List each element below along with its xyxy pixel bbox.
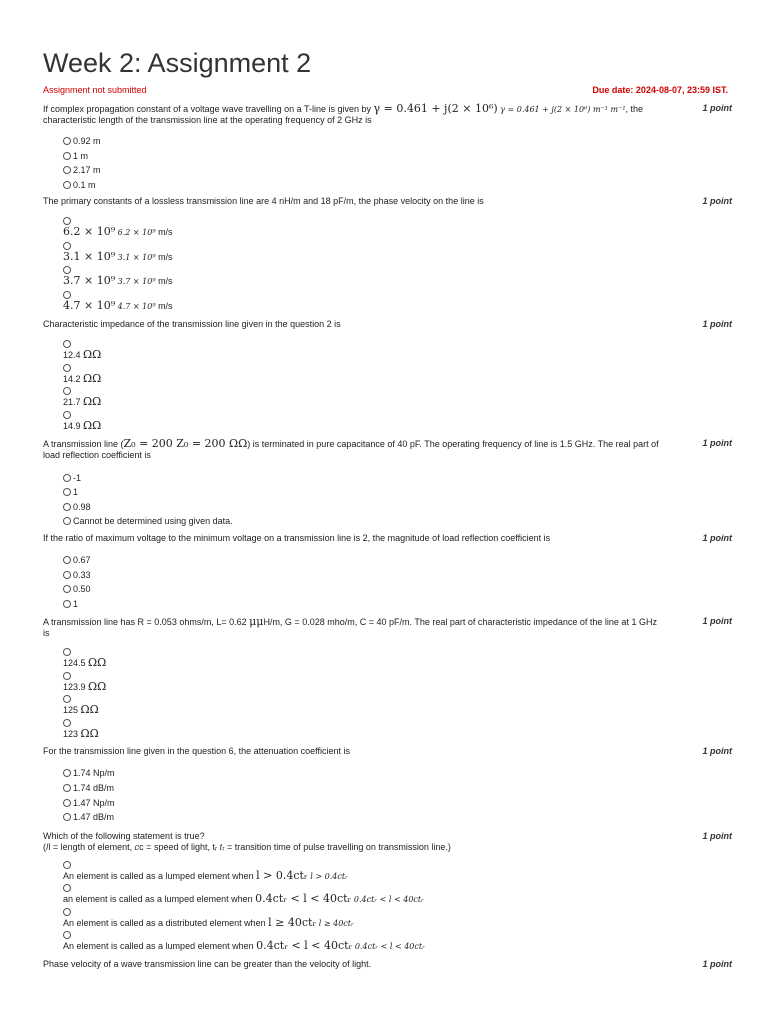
option-unit: ΩΩ: [80, 703, 99, 717]
question-8: [43, 831, 732, 853]
option[interactable]: [63, 582, 732, 597]
option-unit: ΩΩ: [88, 679, 107, 693]
option-label: 1: [73, 598, 79, 609]
question-points: 1 point: [702, 958, 732, 969]
option[interactable]: [63, 470, 732, 485]
option[interactable]: [63, 411, 732, 435]
option-unit: ΩΩ: [83, 371, 102, 385]
option-label: An element is called as a distributed element when: [63, 917, 266, 928]
option-value: 125: [63, 705, 79, 716]
option-label: Cannot be determined using given data.: [73, 516, 233, 527]
option[interactable]: [63, 291, 732, 316]
question-8-line-1: Which of the following statement is true?: [43, 830, 205, 841]
option-unit: ΩΩ: [88, 656, 107, 670]
option-math: l ≥ 40ctᵣ: [268, 915, 317, 929]
radio-button[interactable]: [63, 364, 71, 372]
option-value: 123: [63, 728, 79, 739]
option[interactable]: [63, 340, 732, 364]
option-label: 1.47 Np/m: [73, 797, 115, 808]
radio-button[interactable]: [63, 411, 71, 419]
option[interactable]: [63, 884, 732, 908]
option-math-alt: 3.7 × 10⁹: [117, 277, 156, 287]
question-points: 1 point: [702, 319, 732, 330]
due-date: Due date: 2024-08-07, 23:59 IST.: [592, 85, 728, 95]
option[interactable]: [63, 149, 732, 164]
option[interactable]: [63, 810, 732, 825]
question-4: [43, 438, 732, 461]
radio-button[interactable]: [63, 695, 71, 703]
question-points: 1 point: [702, 438, 732, 449]
option[interactable]: [63, 672, 732, 696]
option[interactable]: [63, 567, 732, 582]
radio-button[interactable]: [63, 931, 71, 939]
radio-button[interactable]: [63, 488, 71, 496]
option-unit: ΩΩ: [83, 418, 102, 432]
option-unit: m/s: [158, 251, 173, 262]
question-1-text-b: , the characteristic length of the transmission line at the operating frequency of 2 GHz is: [43, 104, 644, 125]
option[interactable]: [63, 908, 732, 932]
question-2-text: The primary constants of a lossless transmission line are 4 nH/m and 18 pF/m, the phase velocity on the line is: [43, 196, 484, 207]
option[interactable]: [63, 217, 732, 242]
option[interactable]: [63, 485, 732, 500]
option-value: 14.9: [63, 420, 81, 431]
radio-button[interactable]: [63, 908, 71, 916]
option-label: An element is called as a lumped element when: [63, 941, 254, 951]
option-label: 0.1 m: [73, 180, 96, 191]
question-7: [43, 746, 732, 757]
question-1: [43, 103, 732, 126]
question-9: [43, 959, 732, 970]
question-7-text: For the transmission line given in the question 6, the attenuation coefficient is: [43, 746, 351, 757]
radio-button[interactable]: [63, 585, 71, 593]
question-2-options: [63, 217, 732, 315]
option[interactable]: [63, 500, 732, 515]
question-5-options: [43, 553, 732, 611]
status-row: [43, 85, 732, 99]
radio-button[interactable]: [63, 181, 71, 189]
question-1-math-b: γ = 0.461 + j(2 × 10⁶) m⁻¹ m⁻¹: [500, 105, 626, 114]
option-value: 21.7: [63, 397, 81, 408]
radio-button[interactable]: [63, 571, 71, 579]
question-5-text: If the ratio of maximum voltage to the minimum voltage on a transmission line is 2, the magnitude of load reflection coefficient is: [43, 532, 551, 543]
radio-button[interactable]: [63, 166, 71, 174]
option-math: 3.1 × 10⁹: [63, 249, 116, 263]
radio-button[interactable]: [63, 340, 71, 348]
question-3: [43, 319, 732, 330]
radio-button[interactable]: [63, 291, 71, 299]
option-math-alt: 3.1 × 10⁹: [117, 252, 156, 262]
option-math-alt: 4.7 × 10⁹: [117, 301, 156, 311]
option-label: 0.50: [73, 584, 91, 595]
question-4-math: Z₀ = 200 Z₀ = 200 ΩΩ: [123, 437, 248, 451]
option-label: an element is called as a lumped element when: [63, 894, 253, 904]
question-6-text-a: A transmission line has R = 0.053 ohms/m, L= 0.62: [43, 617, 247, 628]
option-math: l > 0.4ctᵣ: [256, 868, 308, 882]
question-points: 1 point: [702, 830, 732, 841]
option[interactable]: [63, 766, 732, 781]
option-label: 0.67: [73, 555, 91, 566]
radio-button[interactable]: [63, 152, 71, 160]
option[interactable]: [63, 795, 732, 810]
question-points: 1 point: [702, 103, 732, 113]
radio-button[interactable]: [63, 813, 71, 821]
option[interactable]: [63, 242, 732, 267]
option-label: -1: [73, 472, 82, 483]
option[interactable]: [63, 597, 732, 612]
option-value: 12.4: [63, 350, 81, 361]
radio-button[interactable]: [63, 600, 71, 608]
option-label: 0.98: [73, 501, 91, 512]
question-6-options: [63, 648, 732, 742]
radio-button[interactable]: [63, 474, 71, 482]
question-3-text: Characteristic impedance of the transmission line given in the question 2 is: [43, 319, 341, 330]
radio-button[interactable]: [63, 503, 71, 511]
question-7-options: [43, 766, 732, 824]
radio-button[interactable]: [63, 884, 71, 892]
option-unit: m/s: [158, 276, 173, 287]
question-6-text-b: H/m, G = 0.028 mho/m, C = 40 pF/m. The real part of characteristic impedance of the line at 1 GHz is: [43, 617, 657, 639]
option-value: 14.2: [63, 373, 81, 384]
option-unit: ΩΩ: [83, 395, 102, 409]
radio-button[interactable]: [63, 266, 71, 274]
question-points: 1 point: [702, 616, 732, 627]
page-title: Week 2: Assignment 2: [43, 48, 312, 78]
option[interactable]: [63, 931, 732, 955]
option[interactable]: [63, 134, 732, 149]
option[interactable]: [63, 178, 732, 193]
option[interactable]: [63, 648, 732, 672]
radio-button[interactable]: [63, 648, 71, 656]
option-math-alt: 0.4ctᵣ < l < 40ctᵣ: [354, 942, 425, 951]
radio-button[interactable]: [63, 769, 71, 777]
question-6-text: [43, 616, 732, 639]
radio-button[interactable]: [63, 242, 71, 250]
option[interactable]: [63, 719, 732, 743]
question-points: 1 point: [702, 196, 732, 207]
question-points: 1 point: [702, 532, 732, 543]
radio-button[interactable]: [63, 861, 71, 869]
option[interactable]: [63, 387, 732, 411]
question-9-text: Phase velocity of a wave transmission line can be greater than the velocity of light.: [43, 958, 372, 969]
option[interactable]: [63, 364, 732, 388]
option-math-alt: 0.4ctᵣ < l < 40ctᵣ: [353, 895, 424, 904]
radio-button[interactable]: [63, 784, 71, 792]
question-4-text-a: A transmission line (: [43, 439, 124, 450]
question-6: [43, 616, 732, 639]
option[interactable]: [63, 163, 732, 178]
radio-button[interactable]: [63, 517, 71, 525]
radio-button[interactable]: [63, 137, 71, 145]
option[interactable]: [63, 514, 732, 529]
question-1-math-a: γ = 0.461 + j(2 × 10⁶): [373, 102, 498, 115]
option-math-alt: l ≥ 40ctᵣ: [318, 918, 354, 928]
option-label: 1 m: [73, 150, 89, 161]
option-math-alt: 6.2 × 10⁹: [117, 228, 156, 238]
question-2: [43, 196, 732, 207]
option-unit: ΩΩ: [83, 348, 102, 362]
question-4-text: [43, 438, 732, 461]
option-math: 3.7 × 10⁹: [63, 274, 116, 288]
question-8-line-2: (𝑙l = length of element, 𝑐c = speed of light, tᵣ 𝑡ᵣ = transition time of pulse travelling on transmission line.): [43, 841, 451, 852]
question-8-options: [63, 861, 732, 955]
option-label: 1.74 dB/m: [73, 783, 115, 794]
option[interactable]: [63, 553, 732, 568]
option-value: 124.5: [63, 658, 86, 669]
option-label: 0.92 m: [73, 136, 101, 147]
option-unit: m/s: [158, 300, 173, 311]
option-label: 2.17 m: [73, 165, 101, 176]
radio-button[interactable]: [63, 719, 71, 727]
radio-button[interactable]: [63, 672, 71, 680]
radio-button[interactable]: [63, 387, 71, 395]
question-1-options: [43, 134, 732, 192]
option[interactable]: [63, 861, 732, 885]
option-math-alt: l > 0.4ctᵣ: [310, 871, 348, 881]
question-1-text: [43, 103, 732, 126]
option-unit: ΩΩ: [80, 726, 99, 740]
option-label: 1.47 dB/m: [73, 812, 115, 823]
option-math: 0.4ctᵣ < l < 40ctᵣ: [256, 939, 353, 952]
option-value: 123.9: [63, 681, 86, 692]
question-5: [43, 533, 732, 544]
radio-button[interactable]: [63, 217, 71, 225]
option[interactable]: [63, 266, 732, 291]
option-label: 1.74 Np/m: [73, 768, 115, 779]
question-points: 1 point: [702, 746, 732, 757]
radio-button[interactable]: [63, 799, 71, 807]
question-6-mu: μμ: [249, 615, 264, 629]
question-8-text: [43, 831, 732, 853]
question-4-options: [43, 470, 732, 528]
option-math: 0.4ctᵣ < l < 40ctᵣ: [255, 892, 352, 905]
option-math: 6.2 × 10⁹: [63, 225, 116, 239]
option[interactable]: [63, 695, 732, 719]
question-3-options: [63, 340, 732, 434]
option[interactable]: [63, 781, 732, 796]
option-label: 0.33: [73, 569, 91, 580]
submission-status: Assignment not submitted: [43, 85, 147, 95]
option-label: 1: [73, 487, 79, 498]
option-math: 4.7 × 10⁹: [63, 298, 116, 312]
question-1-text-a: If complex propagation constant of a voltage wave travelling on a T-line is given by: [43, 104, 372, 114]
option-unit: m/s: [158, 227, 173, 238]
option-label: An element is called as a lumped element when: [63, 870, 254, 881]
question-4-text-b: ) is terminated in pure capacitance of 40 pF. The operating frequency of line is 1.5 GHz. The real part of load reflection coefficient is: [43, 439, 659, 461]
radio-button[interactable]: [63, 556, 71, 564]
